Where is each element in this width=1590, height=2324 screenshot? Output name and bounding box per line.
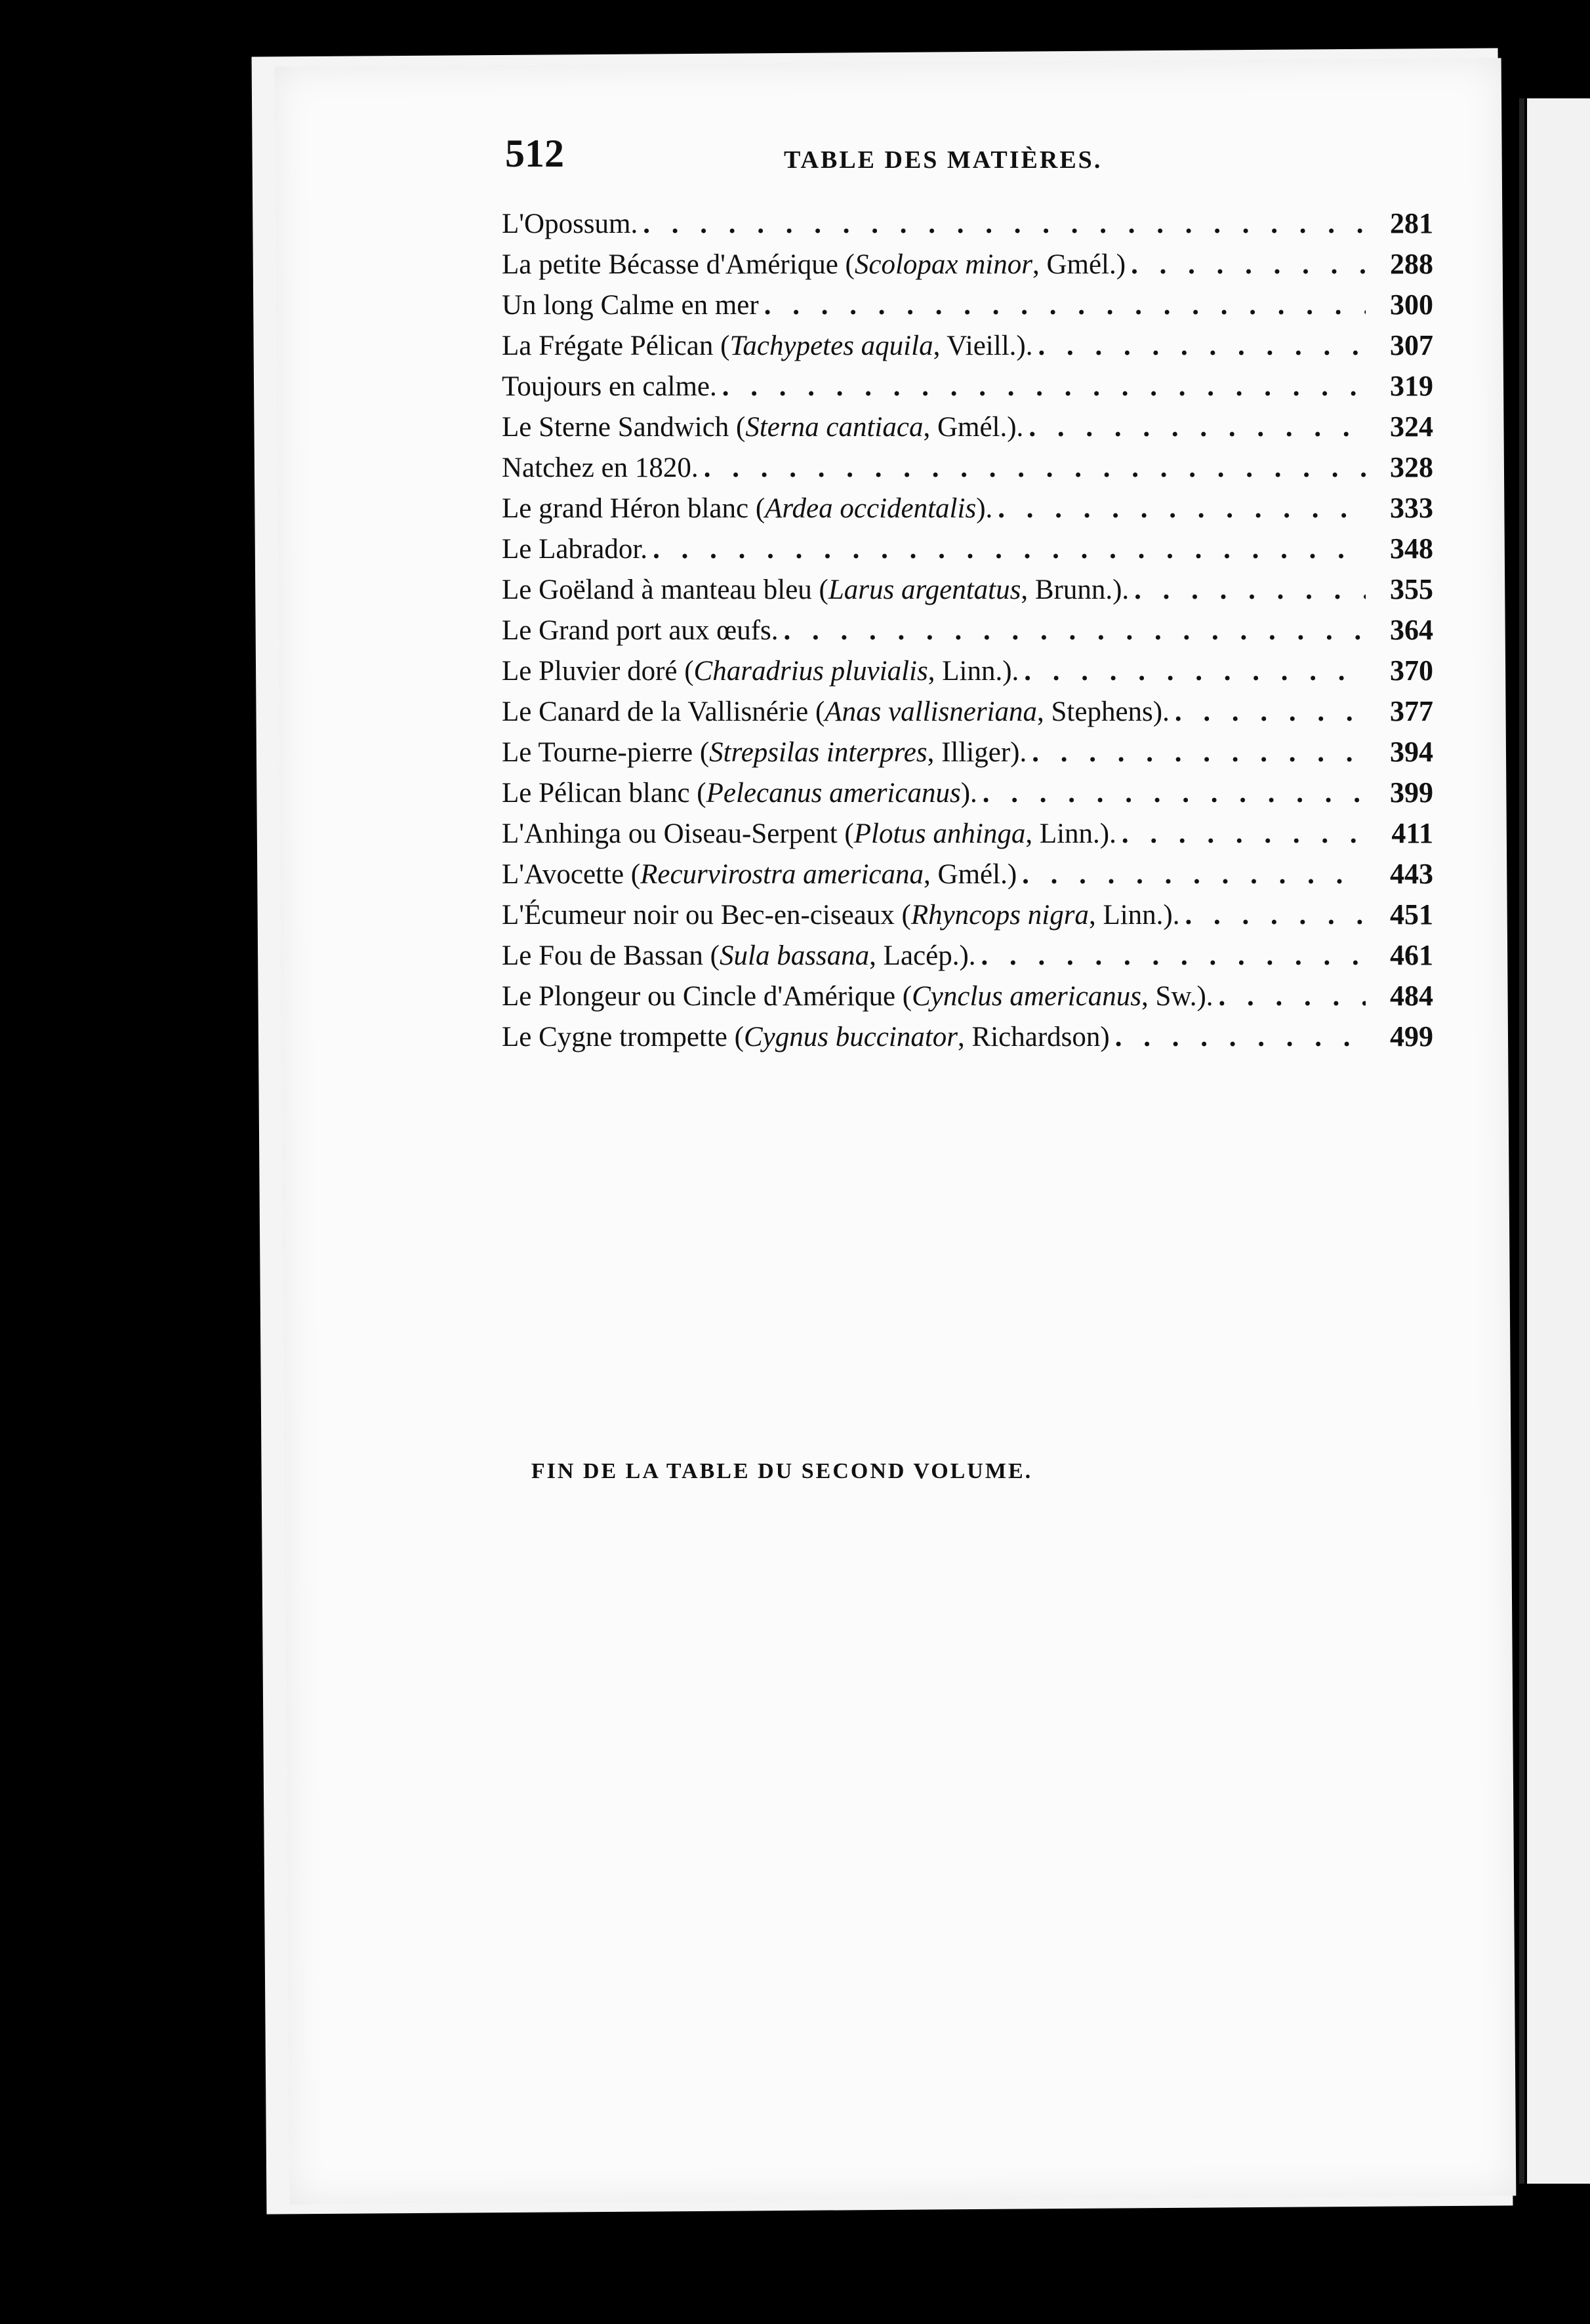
dot-leader — [1185, 899, 1366, 931]
toc-row — [502, 491, 1433, 532]
toc-entry-title: Le Sterne Sandwich (Sterna cantiaca, Gmél.). — [502, 412, 1024, 443]
dot-leader — [653, 533, 1366, 565]
dot-leader — [1032, 736, 1366, 769]
toc-page-number: 324 — [1390, 411, 1433, 443]
dot-leader — [784, 614, 1366, 647]
toc-page-number: 370 — [1390, 654, 1433, 687]
toc-entry-title: L'Écumeur noir ou Bec-en-ciseaux (Rhyncops nigra, Linn.). — [502, 900, 1180, 931]
dot-leader — [1024, 655, 1366, 687]
toc-page-number: 399 — [1390, 776, 1433, 809]
dot-leader — [981, 940, 1366, 972]
toc-page-number: 364 — [1390, 614, 1433, 646]
toc-entry-title: L'Opossum. — [502, 209, 638, 239]
toc-row — [502, 857, 1433, 898]
page-gutter-line — [1519, 98, 1524, 2184]
toc-row — [502, 654, 1433, 694]
toc-entry-title: Le Grand port aux œufs. — [502, 615, 779, 646]
toc-entry-title: Un long Calme en mer — [502, 290, 759, 321]
dot-leader — [1134, 574, 1366, 606]
toc-row — [502, 207, 1433, 247]
toc-row — [502, 451, 1433, 491]
end-note-text: FIN DE LA TABLE DU SECOND VOLUME. — [531, 1459, 1033, 1483]
toc-entry-title: La petite Bécasse d'Amérique (Scolopax minor, Gmél.) — [502, 249, 1126, 280]
toc-row — [502, 694, 1433, 735]
toc-row — [502, 979, 1433, 1020]
dot-leader — [1038, 330, 1366, 362]
toc-page-number: 499 — [1390, 1020, 1433, 1052]
dot-leader — [998, 492, 1366, 525]
dot-leader — [1175, 696, 1366, 728]
toc-row — [502, 776, 1433, 816]
toc-entry-title: Natchez en 1820. — [502, 452, 699, 483]
page-header — [505, 131, 1358, 190]
toc-page-number: 443 — [1390, 858, 1433, 890]
dot-leader — [983, 777, 1366, 809]
toc-entry-title: Le Goëland à manteau bleu (Larus argentatus, Brunn.). — [502, 574, 1130, 605]
toc-entry-title: L'Avocette (Recurvirostra americana, Gmél.) — [502, 859, 1017, 890]
toc-row — [502, 410, 1433, 451]
toc-row — [502, 288, 1433, 329]
dot-leader — [722, 371, 1366, 403]
toc-page-number: 281 — [1390, 207, 1433, 239]
toc-entry-title: Le Pélican blanc (Pelecanus americanus). — [502, 778, 977, 809]
toc-entry-title: Le Tourne-pierre (Strepsilas interpres, Illiger). — [502, 737, 1027, 768]
toc-row — [502, 369, 1433, 410]
running-head: TABLE DES MATIÈRES. — [784, 146, 1103, 174]
toc-page-number: 411 — [1391, 817, 1433, 849]
toc-page-number: 394 — [1390, 736, 1433, 768]
toc-entry-title: Le Canard de la Vallisnérie (Anas vallisneriana, Stephens). — [502, 696, 1170, 727]
toc-page-number: 307 — [1390, 329, 1433, 361]
toc-row — [502, 329, 1433, 369]
toc-page-number: 319 — [1390, 370, 1433, 402]
toc-page-number: 355 — [1390, 573, 1433, 605]
dot-leader — [1115, 1021, 1366, 1053]
dot-leader — [1022, 858, 1366, 891]
toc-entry-title: Le grand Héron blanc (Ardea occidentalis). — [502, 493, 993, 524]
toc-page-number: 484 — [1390, 980, 1433, 1012]
toc-page-number: 300 — [1390, 289, 1433, 321]
dot-leader — [1122, 818, 1366, 850]
toc-entry-title: Toujours en calme. — [502, 371, 717, 402]
end-of-table-note — [0, 1459, 1590, 1484]
toc-row — [502, 735, 1433, 776]
toc-entry-title: Le Labrador. — [502, 534, 648, 565]
toc-row — [502, 532, 1433, 572]
toc-entry-title: Le Plongeur ou Cincle d'Amérique (Cynclus americanus, Sw.). — [502, 981, 1213, 1012]
toc-entry-title: Le Cygne trompette (Cygnus buccinator, Richardson) — [502, 1022, 1110, 1052]
dot-leader — [1029, 411, 1366, 443]
toc-page-number: 288 — [1390, 248, 1433, 280]
toc-row — [502, 816, 1433, 857]
dot-leader — [643, 208, 1366, 240]
toc-row — [502, 938, 1433, 979]
toc-entry-title: Le Fou de Bassan (Sula bassana, Lacép.). — [502, 940, 976, 971]
dot-leader — [704, 452, 1366, 484]
toc-page-number: 451 — [1390, 898, 1433, 931]
dot-leader — [1219, 980, 1366, 1012]
toc-row — [502, 1020, 1433, 1060]
dot-leader — [1131, 249, 1366, 281]
toc-row — [502, 613, 1433, 654]
toc-page-number: 461 — [1390, 939, 1433, 971]
toc-page-number: 348 — [1390, 532, 1433, 565]
toc-row — [502, 898, 1433, 938]
table-of-contents — [502, 207, 1433, 1060]
toc-entry-title: La Frégate Pélican (Tachypetes aquila, Vieill.). — [502, 331, 1033, 361]
toc-page-number: 328 — [1390, 451, 1433, 483]
toc-row — [502, 247, 1433, 288]
dot-leader — [764, 289, 1366, 321]
toc-page-number: 333 — [1390, 492, 1433, 524]
page-number: 512 — [505, 132, 564, 175]
toc-row — [502, 572, 1433, 613]
toc-entry-title: Le Pluvier doré (Charadrius pluvialis, Linn.). — [502, 656, 1019, 687]
toc-entry-title: L'Anhinga ou Oiseau-Serpent (Plotus anhinga, Linn.). — [502, 818, 1116, 849]
facing-page-edge — [1527, 98, 1590, 2184]
toc-page-number: 377 — [1390, 695, 1433, 727]
